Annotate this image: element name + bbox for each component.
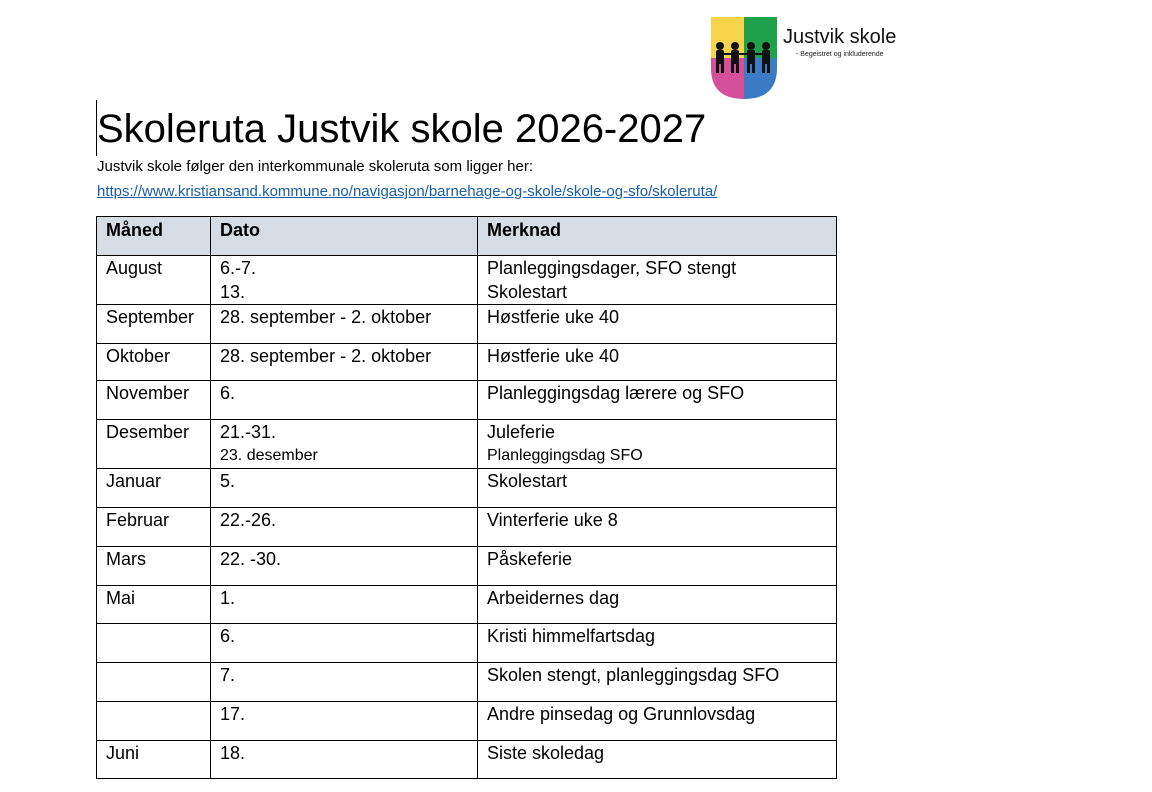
date-cell: 6. — [211, 624, 478, 663]
note-cell: Påskeferie — [478, 547, 837, 586]
table-row — [97, 586, 837, 624]
date-cell: 17. — [211, 702, 478, 741]
table-row — [97, 702, 837, 741]
intro-text: Justvik skole følger den interkommunale skoleruta som ligger her: — [97, 158, 534, 175]
date-cell: 28. september - 2. oktober — [211, 344, 478, 381]
date-cell: 18. — [211, 741, 478, 779]
note-cell: Skolen stengt, planleggingsdag SFO — [478, 663, 837, 702]
table-row — [97, 381, 837, 420]
page-title: Skoleruta Justvik skole 2026-2027 — [97, 107, 707, 151]
date-cell: 7. — [211, 663, 478, 702]
month-cell: September — [97, 305, 211, 344]
logo-slogan: - Begeistret og inkluderende — [796, 51, 884, 58]
note-cell: Skolestart — [478, 469, 837, 508]
note-cell: Høstferie uke 40 — [478, 305, 837, 344]
note-cell: Kristi himmelfartsdag — [478, 624, 837, 663]
table-header-row — [97, 217, 837, 256]
date-cell: 5. — [211, 469, 478, 508]
table-row — [97, 663, 837, 702]
date-cell: 22. -30. — [211, 547, 478, 586]
table-row — [97, 420, 837, 469]
note-cell: Juleferie Planleggingsdag SFO — [478, 420, 837, 469]
skoleruta-link[interactable]: https://www.kristiansand.kommune.no/navigasjon/barnehage-og-skole/skole-og-sfo/skoleruta/ — [97, 183, 718, 200]
table-row — [97, 305, 837, 344]
logo-shield-icon — [710, 16, 778, 100]
note-cell: Andre pinsedag og Grunnlovsdag — [478, 702, 837, 741]
note-cell: Vinterferie uke 8 — [478, 508, 837, 547]
date-cell: 6. — [211, 381, 478, 420]
table-row — [97, 741, 837, 779]
month-cell: November — [97, 381, 211, 420]
note-cell: Siste skoledag — [478, 741, 837, 779]
month-cell: August — [97, 256, 211, 305]
table-row — [97, 547, 837, 586]
month-cell — [97, 624, 211, 663]
month-cell: Oktober — [97, 344, 211, 381]
date-cell: 21.-31. 23. desember — [211, 420, 478, 469]
table-row — [97, 344, 837, 381]
month-cell: Januar — [97, 469, 211, 508]
note-cell: Arbeidernes dag — [478, 586, 837, 624]
date-cell: 22.-26. — [211, 508, 478, 547]
header-month: Måned — [97, 217, 211, 256]
month-cell — [97, 702, 211, 741]
logo-school-name: Justvik skole — [783, 26, 897, 48]
table-row — [97, 624, 837, 663]
note-cell: Høstferie uke 40 — [478, 344, 837, 381]
table-row — [97, 469, 837, 508]
header-date: Dato — [211, 217, 478, 256]
note-cell: Planleggingsdager, SFO stengt Skolestart — [478, 256, 837, 305]
month-cell: Februar — [97, 508, 211, 547]
month-cell: Juni — [97, 741, 211, 779]
month-cell: Mars — [97, 547, 211, 586]
date-cell: 1. — [211, 586, 478, 624]
schedule-table — [96, 216, 837, 779]
table-row — [97, 508, 837, 547]
header-note: Merknad — [478, 217, 837, 256]
date-cell: 6.-7. 13. — [211, 256, 478, 305]
note-cell: Planleggingsdag lærere og SFO — [478, 381, 837, 420]
date-cell: 28. september - 2. oktober — [211, 305, 478, 344]
table-row — [97, 256, 837, 305]
school-logo — [710, 16, 910, 100]
month-cell: Desember — [97, 420, 211, 469]
month-cell — [97, 663, 211, 702]
month-cell: Mai — [97, 586, 211, 624]
